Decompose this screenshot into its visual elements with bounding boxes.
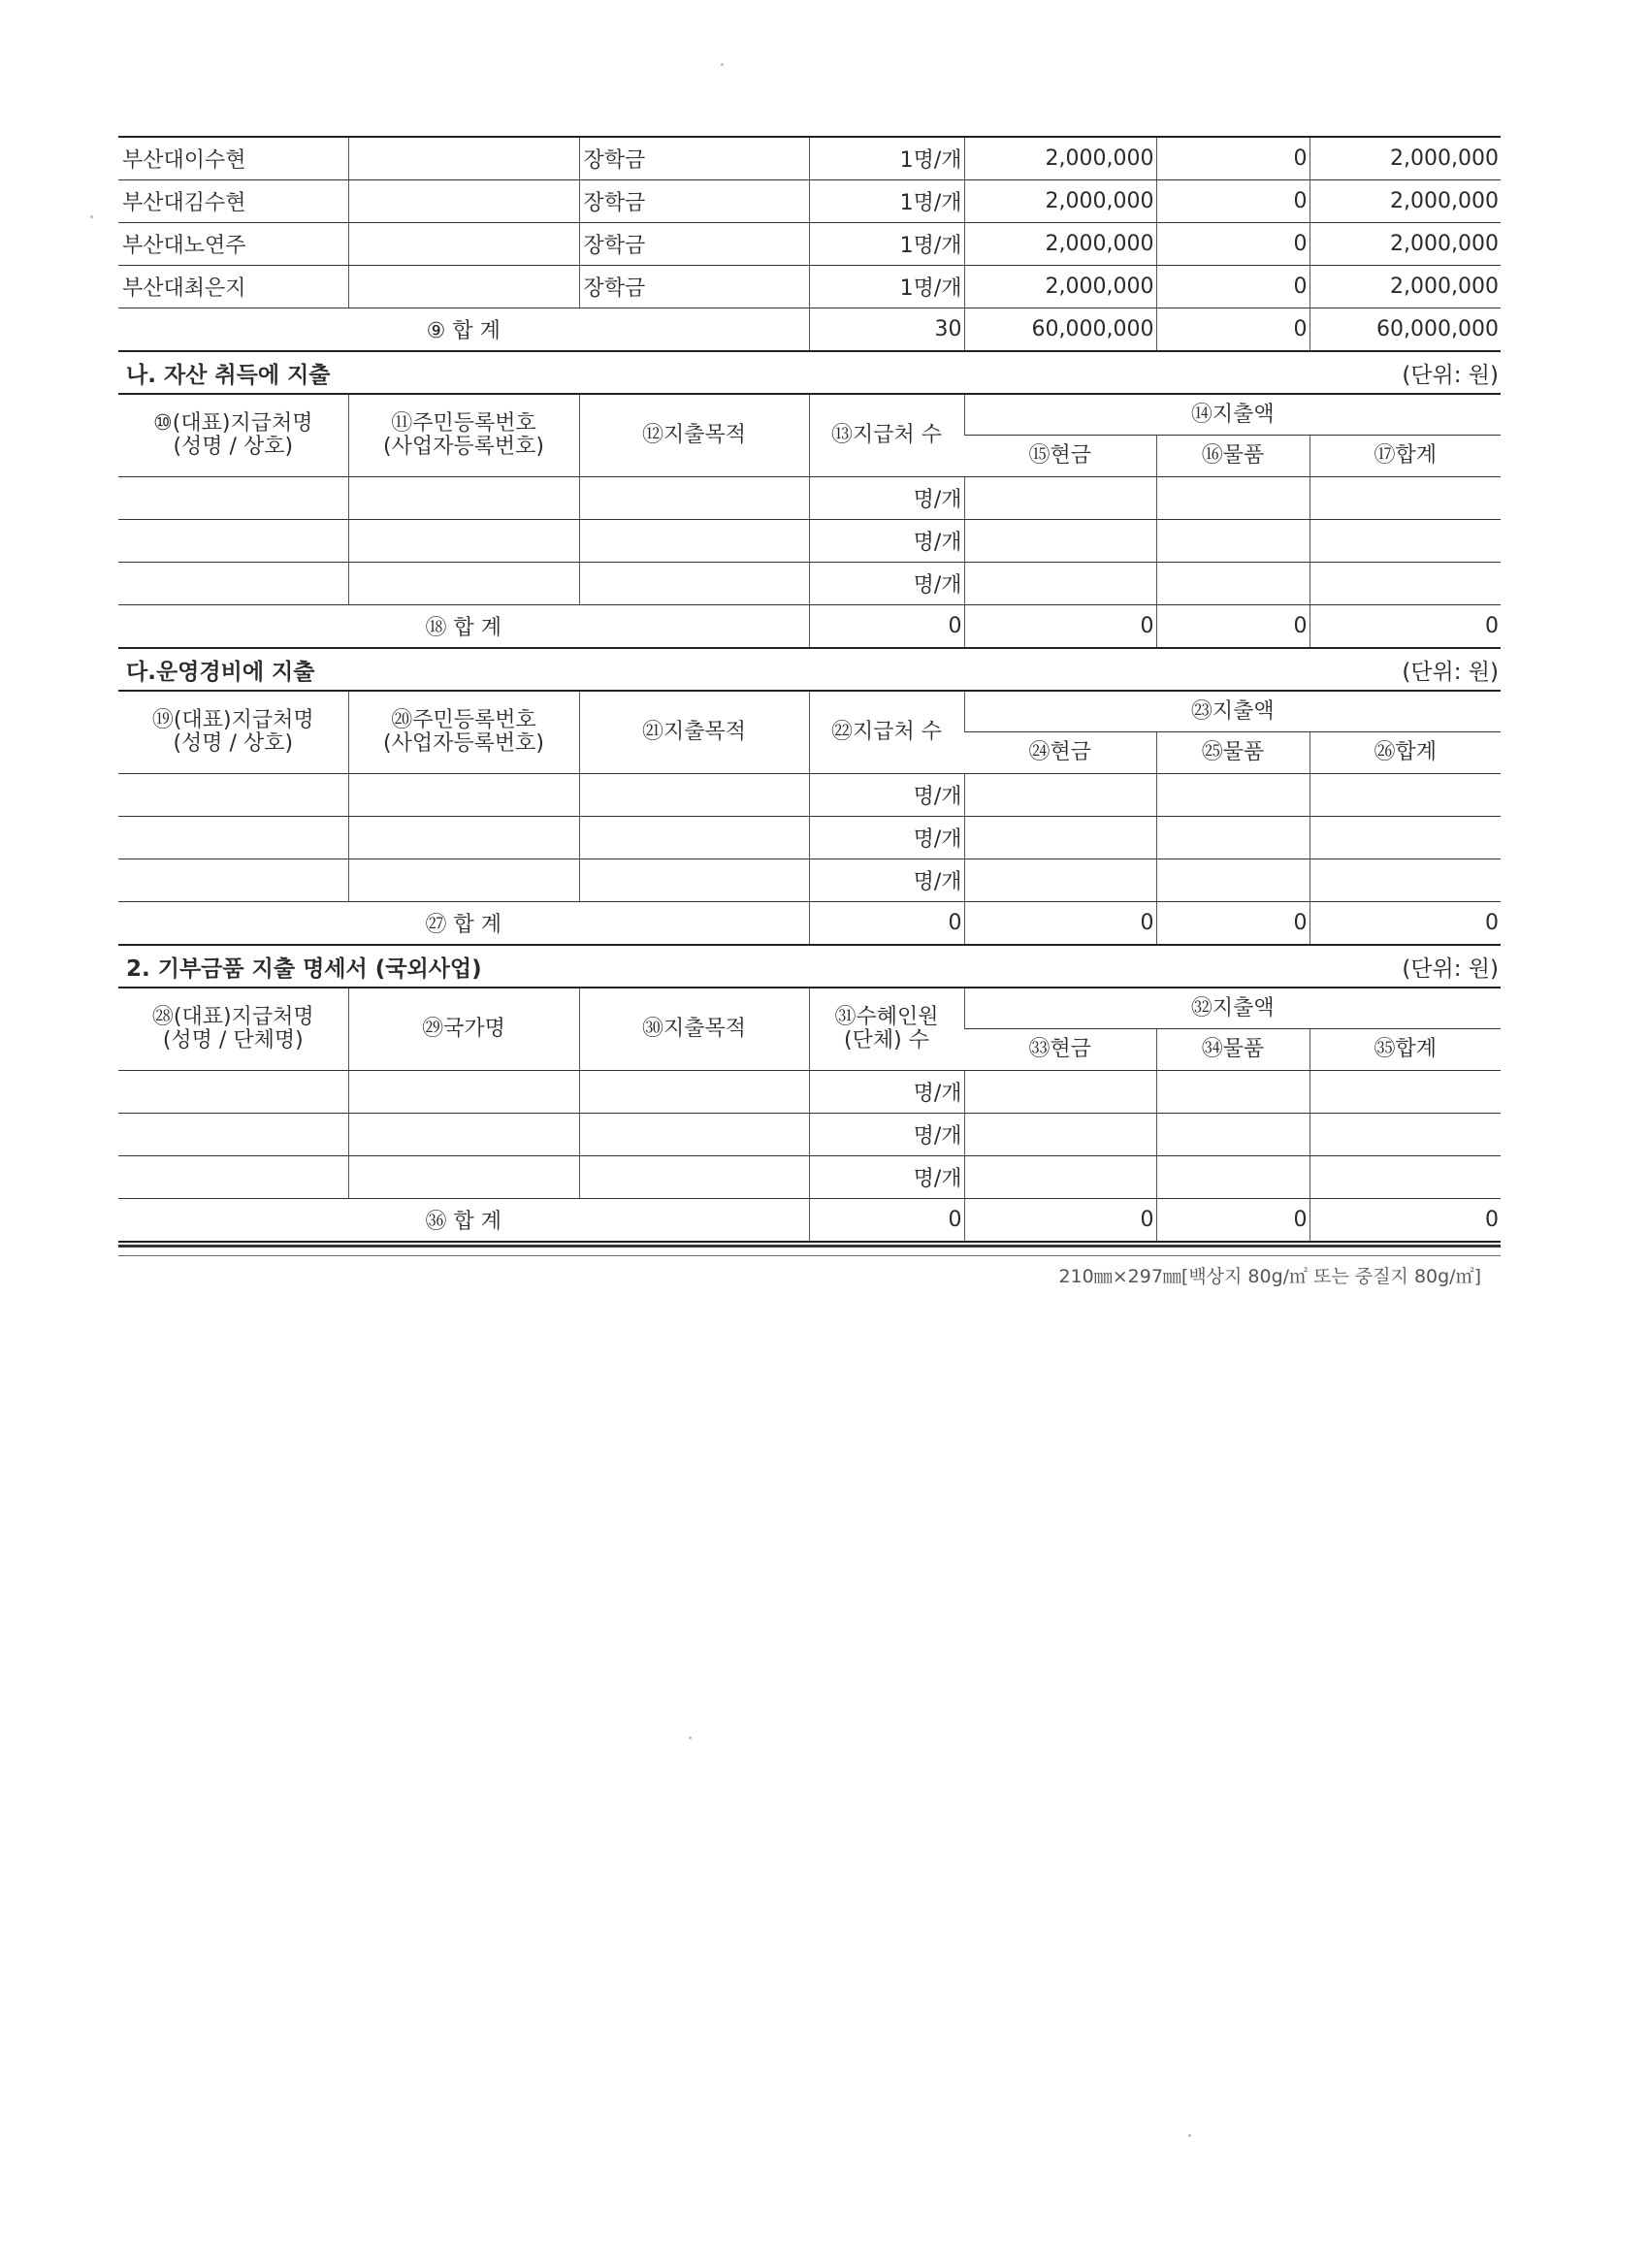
payee-count: 1명/개 [809, 223, 964, 266]
unit-cell: 명/개 [809, 563, 964, 605]
paper-spec-footer: 210㎜×297㎜[백상지 80g/㎡ 또는 중질지 80g/㎡] [1058, 1266, 1481, 1287]
goods-amount: 0 [1156, 137, 1310, 180]
total-label: ㊱ 합 계 [118, 1199, 809, 1243]
header-count: ㉒지급처 수 [809, 692, 964, 774]
unit-label: (단위: 원) [1402, 956, 1499, 982]
total-label: ㉗ 합 계 [118, 902, 809, 946]
header-amount: ⑭지출액 [964, 395, 1501, 436]
cash-amount: 2,000,000 [964, 137, 1156, 180]
table-row [118, 859, 1501, 902]
table-row [118, 520, 1501, 563]
header-amount: ㉜지출액 [964, 988, 1501, 1029]
total-cash: 0 [964, 605, 1156, 649]
header-payee: ⑩(대표)지급처명 (성명 / 상호) [118, 395, 348, 477]
expenditure-form-page [118, 136, 1501, 1288]
total-label: ⑨ 합 계 [118, 308, 809, 352]
table-row [118, 563, 1501, 605]
header-goods: ㉞물품 [1156, 1029, 1310, 1071]
scholarship-table [118, 136, 1501, 352]
payee-count: 1명/개 [809, 266, 964, 308]
payee-count: 1명/개 [809, 180, 964, 223]
cash-amount: 2,000,000 [964, 180, 1156, 223]
registration-number [348, 223, 579, 266]
header-total: ㉟합계 [1310, 1029, 1501, 1071]
header-registration: ⑪주민등록번호 (사업자등록번호) [348, 395, 579, 477]
table-row [118, 137, 1501, 180]
total-row [118, 902, 1501, 946]
header-total: ㉖합계 [1310, 732, 1501, 774]
scan-speck [1188, 2134, 1191, 2137]
table-row [118, 223, 1501, 266]
total-cash: 0 [964, 902, 1156, 946]
header-goods: ㉕물품 [1156, 732, 1310, 774]
scan-speck [90, 215, 93, 218]
total-amount: 2,000,000 [1310, 266, 1501, 308]
total-count: 30 [809, 308, 964, 352]
unit-cell: 명/개 [809, 1071, 964, 1114]
header-count: ⑬지급처 수 [809, 395, 964, 477]
table-row [118, 477, 1501, 520]
total-sum: 0 [1310, 1199, 1501, 1243]
header-purpose: ㉑지출목적 [579, 692, 809, 774]
scan-speck [721, 63, 724, 66]
purpose: 장학금 [579, 266, 809, 308]
payee-count: 1명/개 [809, 137, 964, 180]
total-sum: 0 [1310, 605, 1501, 649]
payee-name: 부산대이수현 [118, 137, 348, 180]
header-payee: ㉘(대표)지급처명 (성명 / 단체명) [118, 988, 348, 1071]
registration-number [348, 266, 579, 308]
total-count: 0 [809, 605, 964, 649]
unit-label: (단위: 원) [1402, 660, 1499, 685]
table-row [118, 1114, 1501, 1156]
total-goods: 0 [1156, 1199, 1310, 1243]
header-cash: ⑮현금 [964, 436, 1156, 477]
total-row [118, 605, 1501, 649]
section-header-asset [118, 352, 1501, 395]
total-amount: 2,000,000 [1310, 223, 1501, 266]
table-row [118, 180, 1501, 223]
double-rule-divider [118, 1245, 1501, 1256]
total-amount: 2,000,000 [1310, 180, 1501, 223]
total-label: ⑱ 합 계 [118, 605, 809, 649]
table-row [118, 774, 1501, 817]
header-beneficiaries: ㉛수혜인원 (단체) 수 [809, 988, 964, 1071]
unit-cell: 명/개 [809, 1156, 964, 1199]
scan-speck [689, 1736, 692, 1739]
total-count: 0 [809, 902, 964, 946]
registration-number [348, 180, 579, 223]
cash-amount: 2,000,000 [964, 223, 1156, 266]
unit-label: (단위: 원) [1402, 363, 1499, 388]
total-cash: 60,000,000 [964, 308, 1156, 352]
overseas-donation-table [118, 988, 1501, 1243]
header-total: ⑰합계 [1310, 436, 1501, 477]
header-payee: ⑲(대표)지급처명 (성명 / 상호) [118, 692, 348, 774]
purpose: 장학금 [579, 180, 809, 223]
section-header-overseas [118, 946, 1501, 988]
header-purpose: ⑫지출목적 [579, 395, 809, 477]
header-country: ㉙국가명 [348, 988, 579, 1071]
payee-name: 부산대노연주 [118, 223, 348, 266]
goods-amount: 0 [1156, 223, 1310, 266]
unit-cell: 명/개 [809, 817, 964, 859]
header-registration: ⑳주민등록번호 (사업자등록번호) [348, 692, 579, 774]
total-row [118, 308, 1501, 352]
payee-name: 부산대김수현 [118, 180, 348, 223]
unit-cell: 명/개 [809, 1114, 964, 1156]
goods-amount: 0 [1156, 266, 1310, 308]
section-title: 다.운영경비에 지출 [126, 660, 315, 685]
table-row [118, 266, 1501, 308]
purpose: 장학금 [579, 137, 809, 180]
table-row [118, 817, 1501, 859]
header-cash: ㉝현금 [964, 1029, 1156, 1071]
cash-amount: 2,000,000 [964, 266, 1156, 308]
total-cash: 0 [964, 1199, 1156, 1243]
header-goods: ⑯물품 [1156, 436, 1310, 477]
header-purpose: ㉚지출목적 [579, 988, 809, 1071]
unit-cell: 명/개 [809, 859, 964, 902]
total-row [118, 1199, 1501, 1243]
section-header-operating [118, 649, 1501, 692]
section-title: 나. 자산 취득에 지출 [126, 363, 331, 388]
header-cash: ㉔현금 [964, 732, 1156, 774]
asset-acquisition-table [118, 395, 1501, 649]
header-amount: ㉓지출액 [964, 692, 1501, 732]
unit-cell: 명/개 [809, 477, 964, 520]
unit-cell: 명/개 [809, 520, 964, 563]
table-row [118, 1071, 1501, 1114]
total-sum: 0 [1310, 902, 1501, 946]
table-row [118, 1156, 1501, 1199]
unit-cell: 명/개 [809, 774, 964, 817]
total-goods: 0 [1156, 902, 1310, 946]
total-goods: 0 [1156, 308, 1310, 352]
purpose: 장학금 [579, 223, 809, 266]
total-goods: 0 [1156, 605, 1310, 649]
total-sum: 60,000,000 [1310, 308, 1501, 352]
operating-expense-table [118, 692, 1501, 946]
total-count: 0 [809, 1199, 964, 1243]
total-amount: 2,000,000 [1310, 137, 1501, 180]
goods-amount: 0 [1156, 180, 1310, 223]
payee-name: 부산대최은지 [118, 266, 348, 308]
section-title: 2. 기부금품 지출 명세서 (국외사업) [126, 956, 482, 982]
registration-number [348, 137, 579, 180]
